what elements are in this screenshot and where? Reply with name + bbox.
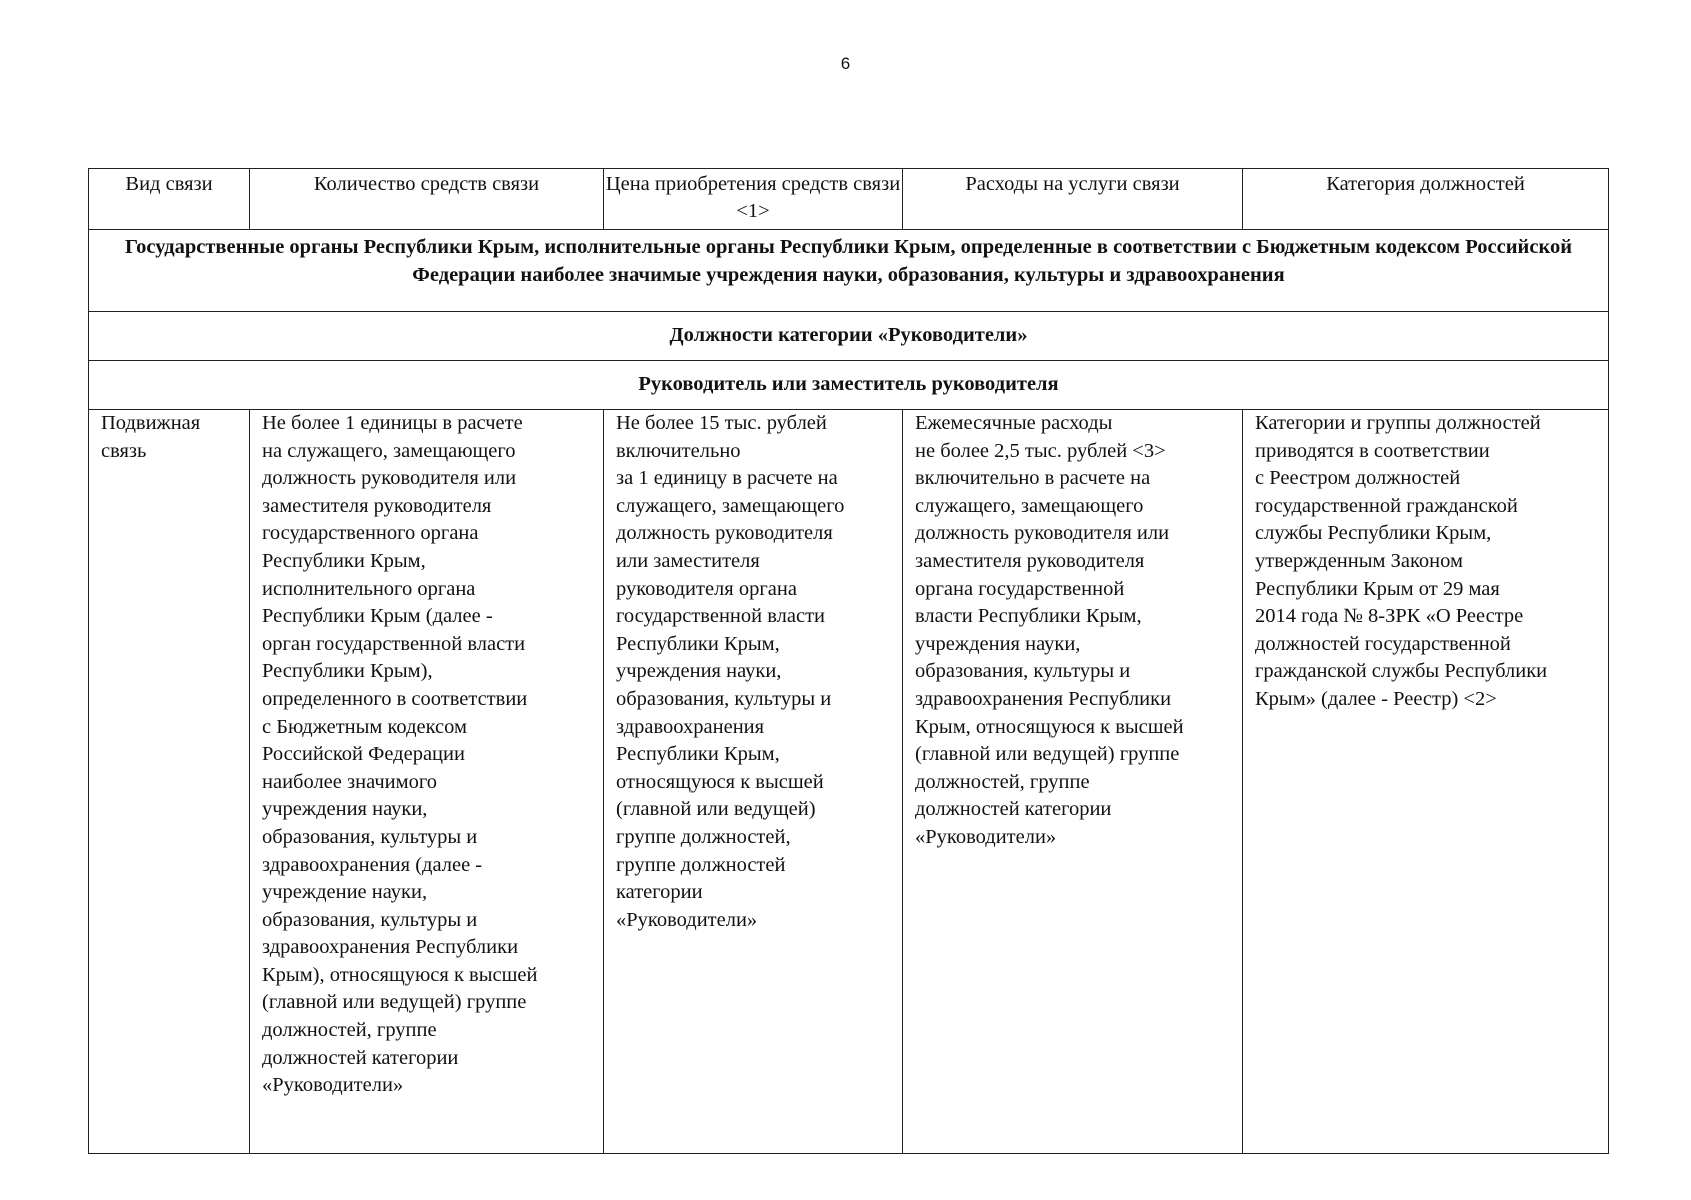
cell-position-category: [1243, 410, 1609, 1154]
cell-quantity: [250, 410, 604, 1154]
category-heading: Должности категории «Руководители»: [89, 312, 1609, 361]
category-heading-row: [89, 312, 1609, 361]
header-position-category: Категория должностей: [1243, 169, 1609, 230]
cell-price: [604, 410, 903, 1154]
expenses-text: Ежемесячные расходы не более 2,5 тыс. рублей <3> включительно в расчете на служащего, замещающего должность руководителя или заместителя руководителя органа государственной власти Республики Крым, учреждения науки, образования, культуры и здравоохранения Республики Крым, относящуюся к высшей (главной или ведущей) группе должностей, группе должностей категории «Руководители»: [915, 412, 1184, 848]
communication-norms-table: [88, 168, 1609, 1154]
page-number: 6: [840, 54, 851, 73]
quantity-text: Не более 1 единицы в расчете на служащего, замещающего должность руководителя или заместителя руководителя государственного органа Республики Крым, исполнительного органа Республики Крым (далее - орган государственной власти Республики Крым), определенного в соответствии с Бюджетным кодексом Российской Федерации наиболее значимого учреждения науки, образования, культуры и здравоохранения (далее - учреждение науки, образования, культуры и здравоохранения Республики Крым), относящуюся к высшей (главной или ведущей) группе должностей, группе должностей категории «Руководители»: [262, 412, 538, 1097]
header-quantity: Количество средств связи: [250, 169, 604, 230]
cell-expenses: [903, 410, 1243, 1154]
header-price: Цена приобретения средств связи <1>: [604, 169, 903, 230]
subcategory-heading: Руководитель или заместитель руководителя: [89, 361, 1609, 410]
position-category-text: Категории и группы должностей приводятся в соответствии с Реестром должностей государственной гражданской службы Республики Крым, утвержденным Законом Республики Крым от 29 мая 2014 года № 8-ЗРК «О Реестре должностей государственной гражданской службы Республики Крым» (далее - Реестр) <2>: [1255, 412, 1548, 710]
table-header-row: [89, 169, 1609, 230]
subcategory-heading-row: [89, 361, 1609, 410]
connection-type-text: Подвижная связь: [101, 412, 201, 462]
group-heading: Государственные органы Республики Крым, исполнительные органы Республики Крым, определенные в соответствии с Бюджетным кодексом Российской Федерации наиболее значимые учреждения науки, образования, культуры и здравоохранения: [89, 230, 1609, 312]
table-row: [89, 410, 1609, 1154]
header-connection-type: Вид связи: [89, 169, 250, 230]
cell-connection-type: [89, 410, 250, 1154]
price-text: Не более 15 тыс. рублей включительно за 1 единицу в расчете на служащего, замещающего должность руководителя или заместителя руководителя органа государственной власти Республики Крым, учреждения науки, образования, культуры и здравоохранения Республики Крым, относящуюся к высшей (главной или ведущей) группе должностей, группе должностей категории «Руководители»: [616, 412, 845, 931]
group-heading-row: [89, 230, 1609, 312]
header-expenses: Расходы на услуги связи: [903, 169, 1243, 230]
